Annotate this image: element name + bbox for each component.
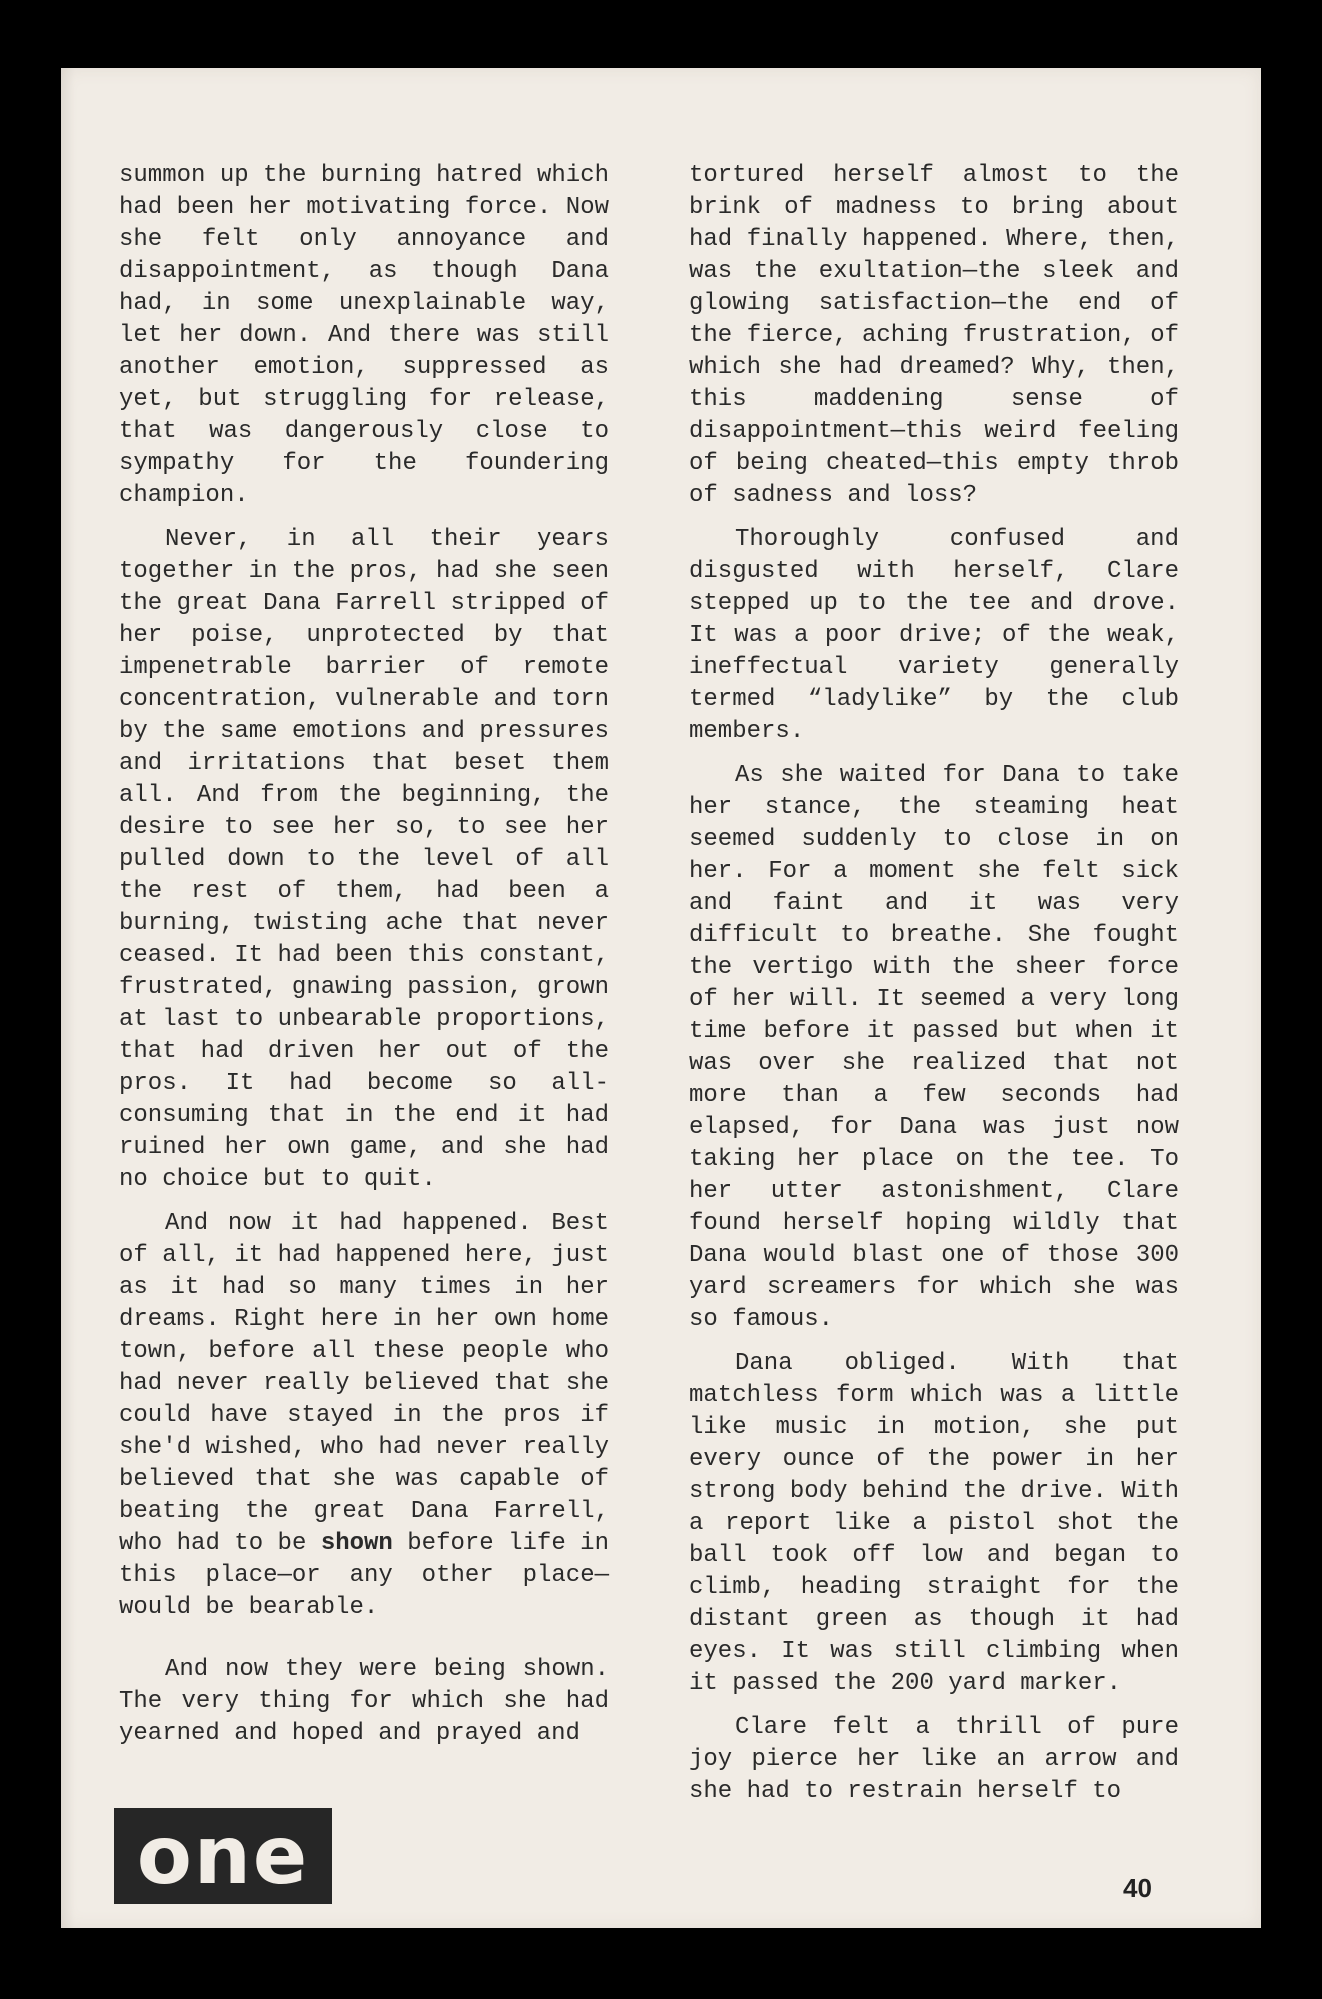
paragraph: Dana obliged. With that matchless form which was a little like music in motion, she put every ounce of the power in her strong body behind the drive. With a report like a pistol shot the ball took off low and began to climb, heading straight for the distant green as though it had eyes. It was still climbing when it passed the 200 yard marker. — [689, 1350, 1179, 1697]
left-text-column — [119, 160, 609, 1762]
paragraph: summon up the burning hatred which had been her motivating force. Now she felt only annoyance and disappointment, as though Dana had, in some unexplainable way, let her down. And there was still another emotion, suppressed as yet, but struggling for release, that was dangerously close to sympathy for the foundering champion. — [119, 162, 609, 509]
paragraph: tortured herself almost to the brink of madness to bring about had finally happened. Where, then, was the exultation—the sleek and glowing satisfaction—the end of the fierce, aching frustration, of which she had dreamed? Why, then, this maddening sense of disappointment—this weird feeling of being cheated—this empty throb of sadness and loss? — [689, 162, 1179, 509]
right-text-column — [689, 160, 1179, 1820]
page-number: 40 — [1123, 1873, 1152, 1903]
paragraph-text: And now it had happened. Best of all, it had happened here, just as it had so many times in her dreams. Right here in her own home town, before all these people who had never really believed that she could have stayed in the pros if she'd wished, who had never really believed that she was capable of beating the great Dana Farrell, who had to be — [119, 1210, 609, 1557]
paragraph: Thoroughly confused and disgusted with herself, Clare stepped up to the tee and drove. It was a poor drive; of the weak, ineffectual variety generally termed “ladylike” by the club members. — [689, 526, 1179, 745]
bold-word: shown — [320, 1530, 393, 1557]
logo-text: one — [136, 1809, 310, 1902]
paragraph: Clare felt a thrill of pure joy pierce her like an arrow and she had to restrain herself to — [689, 1714, 1179, 1805]
paragraph: Never, in all their years together in the pros, had she seen the great Dana Farrell stripped of her poise, unprotected by that impenetrable barrier of remote concentration, vulnerable and torn by the same emotions and pressures and irritations that beset them all. And from the beginning, the desire to see her so, to see her pulled down to the level of all the rest of them, had been a burning, twisting ache that never ceased. It had been this constant, frustrated, gnawing passion, grown at last to unbearable proportions, that had driven her out of the pros. It had become so all-consuming that in the end it had ruined her own game, and she had no choice but to quit. — [119, 526, 609, 1193]
paragraph: As she waited for Dana to take her stance, the steaming heat seemed suddenly to close in on her. For a moment she felt sick and faint and it was very difficult to breathe. She fought the vertigo with the sheer force of her will. It seemed a very long time before it passed but when it was over she realized that not more than a few seconds had elapsed, for Dana was just now taking her place on the tee. To her utter astonishment, Clare found herself hoping wildly that Dana would blast one of those 300 yard screamers for which she was so famous. — [689, 762, 1179, 1333]
paragraph — [119, 1208, 609, 1624]
magazine-page — [61, 68, 1261, 1928]
paragraph: And now they were being shown. The very thing for which she had yearned and hoped and prayed and — [119, 1656, 609, 1747]
magazine-logo — [114, 1808, 332, 1904]
paragraph-text: before life in this place—or any other place—would be bearable. — [119, 1530, 609, 1621]
